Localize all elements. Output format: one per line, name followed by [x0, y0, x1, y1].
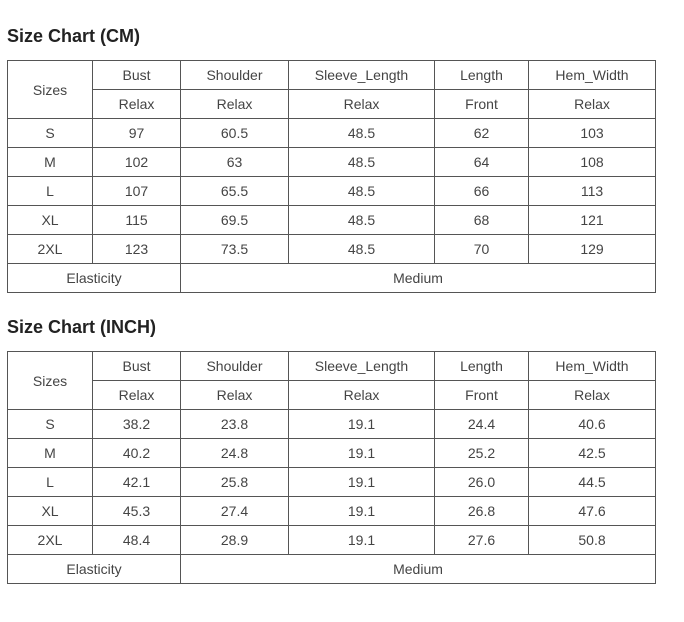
value-cell: 19.1: [289, 497, 435, 526]
value-cell: 24.4: [435, 410, 529, 439]
size-cell: 2XL: [8, 235, 93, 264]
value-cell: 70: [435, 235, 529, 264]
table-row: [8, 526, 656, 555]
table-row: [8, 439, 656, 468]
value-cell: 44.5: [529, 468, 656, 497]
value-cell: 62: [435, 119, 529, 148]
column-subheader: Relax: [529, 381, 656, 410]
table-row: [8, 206, 656, 235]
size-cell: 2XL: [8, 526, 93, 555]
value-cell: 69.5: [181, 206, 289, 235]
value-cell: 23.8: [181, 410, 289, 439]
value-cell: 19.1: [289, 526, 435, 555]
sizes-header-cell: Sizes: [8, 352, 93, 410]
column-header-shoulder: Shoulder: [181, 61, 289, 90]
column-header-sleeve-length: Sleeve_Length: [289, 61, 435, 90]
value-cell: 107: [93, 177, 181, 206]
value-cell: 45.3: [93, 497, 181, 526]
value-cell: 64: [435, 148, 529, 177]
elasticity-value-cell: Medium: [181, 264, 656, 293]
value-cell: 129: [529, 235, 656, 264]
size-cell: M: [8, 148, 93, 177]
size-chart-cm-table: [7, 60, 656, 293]
value-cell: 115: [93, 206, 181, 235]
value-cell: 24.8: [181, 439, 289, 468]
value-cell: 42.1: [93, 468, 181, 497]
elasticity-value-cell: Medium: [181, 555, 656, 584]
value-cell: 121: [529, 206, 656, 235]
table-row: [8, 177, 656, 206]
size-cell: S: [8, 410, 93, 439]
value-cell: 66: [435, 177, 529, 206]
column-subheader: Relax: [529, 90, 656, 119]
value-cell: 60.5: [181, 119, 289, 148]
value-cell: 68: [435, 206, 529, 235]
elasticity-row: [8, 264, 656, 293]
size-chart-cm-title: Size Chart (CM): [7, 26, 141, 46]
value-cell: 97: [93, 119, 181, 148]
column-subheader: Front: [435, 381, 529, 410]
value-cell: 27.6: [435, 526, 529, 555]
value-cell: 19.1: [289, 410, 435, 439]
value-cell: 26.8: [435, 497, 529, 526]
elasticity-label-cell: Elasticity: [8, 264, 181, 293]
value-cell: 123: [93, 235, 181, 264]
value-cell: 40.2: [93, 439, 181, 468]
value-cell: 25.2: [435, 439, 529, 468]
value-cell: 50.8: [529, 526, 656, 555]
header-row: [8, 352, 656, 381]
column-subheader: Relax: [289, 90, 435, 119]
value-cell: 40.6: [529, 410, 656, 439]
column-header-bust: Bust: [93, 61, 181, 90]
value-cell: 48.5: [289, 206, 435, 235]
column-header-sleeve-length: Sleeve_Length: [289, 352, 435, 381]
value-cell: 47.6: [529, 497, 656, 526]
column-subheader: Relax: [93, 90, 181, 119]
column-header-bust: Bust: [93, 352, 181, 381]
table-row: [8, 119, 656, 148]
size-cell: XL: [8, 206, 93, 235]
size-cell: M: [8, 439, 93, 468]
value-cell: 108: [529, 148, 656, 177]
value-cell: 48.5: [289, 177, 435, 206]
size-cell: XL: [8, 497, 93, 526]
elasticity-row: [8, 555, 656, 584]
column-header-shoulder: Shoulder: [181, 352, 289, 381]
value-cell: 73.5: [181, 235, 289, 264]
size-chart-inch-title: Size Chart (INCH): [7, 317, 157, 337]
column-subheader: Front: [435, 90, 529, 119]
size-cell: S: [8, 119, 93, 148]
value-cell: 28.9: [181, 526, 289, 555]
value-cell: 103: [529, 119, 656, 148]
size-cell: L: [8, 468, 93, 497]
value-cell: 48.5: [289, 235, 435, 264]
subheader-row: [8, 90, 656, 119]
value-cell: 38.2: [93, 410, 181, 439]
size-chart-inch-table: [7, 351, 656, 584]
table-row: [8, 235, 656, 264]
header-row: [8, 61, 656, 90]
elasticity-label-cell: Elasticity: [8, 555, 181, 584]
value-cell: 19.1: [289, 468, 435, 497]
value-cell: 113: [529, 177, 656, 206]
table-row: [8, 468, 656, 497]
value-cell: 42.5: [529, 439, 656, 468]
column-header-length: Length: [435, 61, 529, 90]
table-row: [8, 497, 656, 526]
value-cell: 19.1: [289, 439, 435, 468]
column-header-hem-width: Hem_Width: [529, 352, 656, 381]
value-cell: 65.5: [181, 177, 289, 206]
value-cell: 63: [181, 148, 289, 177]
column-subheader: Relax: [181, 90, 289, 119]
value-cell: 102: [93, 148, 181, 177]
sizes-header-cell: Sizes: [8, 61, 93, 119]
value-cell: 48.5: [289, 119, 435, 148]
column-header-hem-width: Hem_Width: [529, 61, 656, 90]
value-cell: 48.5: [289, 148, 435, 177]
table-row: [8, 410, 656, 439]
column-header-length: Length: [435, 352, 529, 381]
column-subheader: Relax: [289, 381, 435, 410]
column-subheader: Relax: [181, 381, 289, 410]
value-cell: 27.4: [181, 497, 289, 526]
column-subheader: Relax: [93, 381, 181, 410]
value-cell: 25.8: [181, 468, 289, 497]
table-row: [8, 148, 656, 177]
subheader-row: [8, 381, 656, 410]
value-cell: 26.0: [435, 468, 529, 497]
value-cell: 48.4: [93, 526, 181, 555]
size-cell: L: [8, 177, 93, 206]
